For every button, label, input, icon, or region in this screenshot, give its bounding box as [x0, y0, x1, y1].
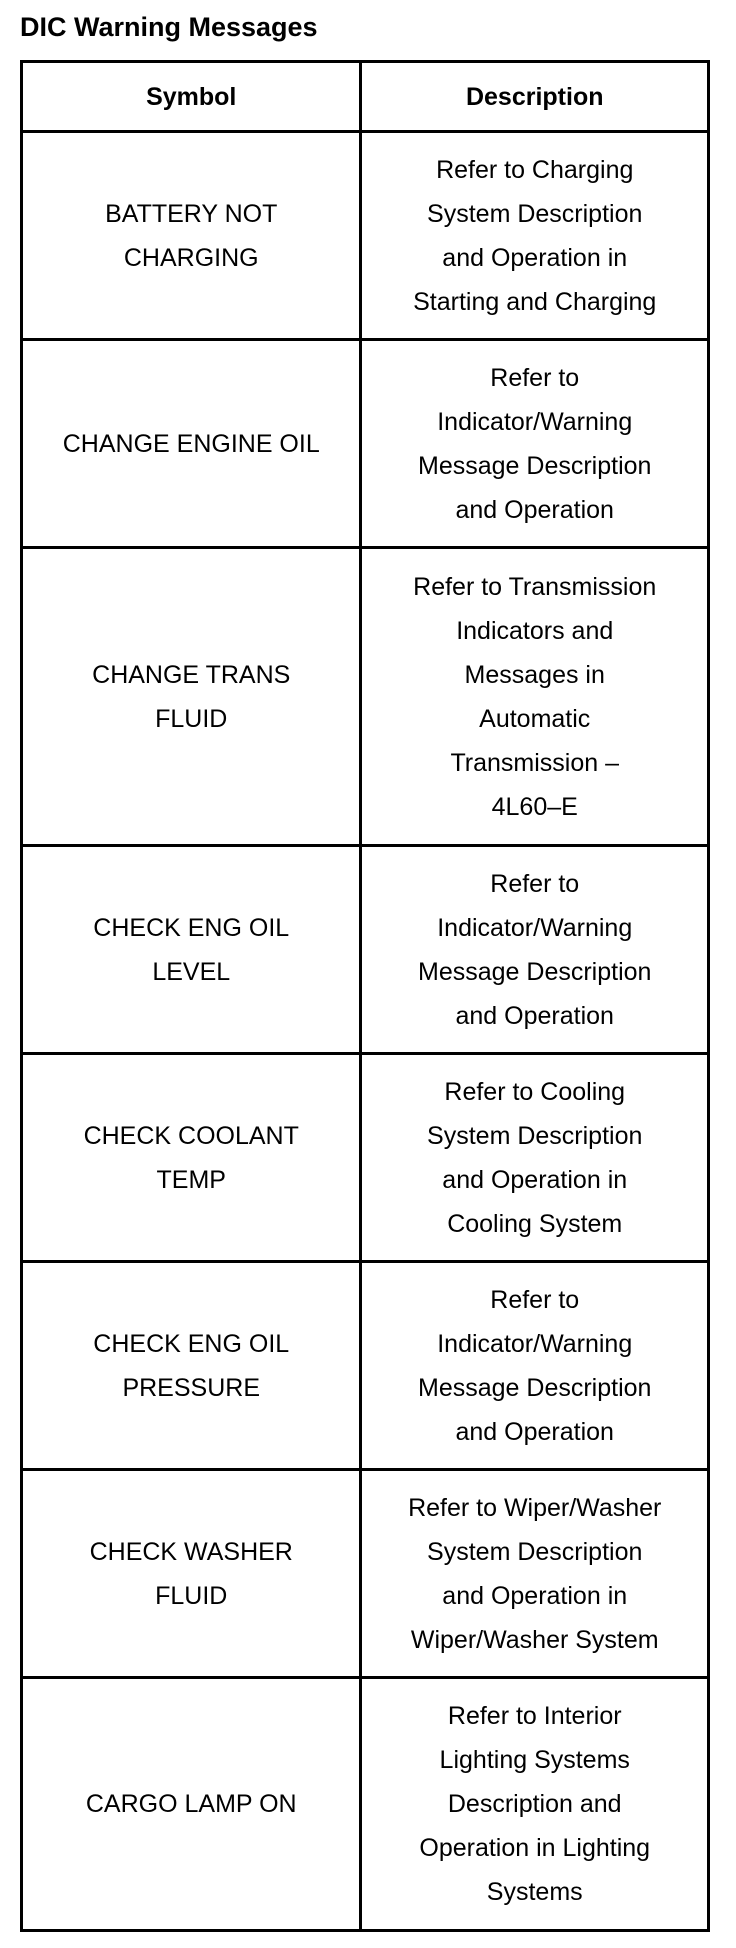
- symbol-cell: [22, 846, 361, 1054]
- symbol-cell: [22, 1262, 361, 1470]
- description-column-header: Description: [361, 62, 709, 132]
- symbol-cell: [22, 1470, 361, 1678]
- description-text: Refer to Wiper/Washer System Description and Operation in Wiper/Washer System: [408, 1493, 662, 1654]
- page-title: DIC Warning Messages: [20, 12, 318, 42]
- description-cell: [361, 132, 709, 340]
- symbol-text: CHANGE TRANS FLUID: [92, 660, 291, 733]
- table-row: [22, 846, 709, 1054]
- symbol-cell: [22, 1678, 361, 1931]
- table-row: [22, 340, 709, 548]
- symbol-text: CARGO LAMP ON: [85, 1790, 297, 1818]
- symbol-text: CHANGE ENGINE OIL: [62, 429, 320, 458]
- symbol-text: CHECK ENG OIL PRESSURE: [93, 1329, 290, 1402]
- symbol-text: BATTERY NOT CHARGING: [105, 199, 278, 272]
- symbol-text: CHECK WASHER FLUID: [89, 1537, 293, 1610]
- description-cell: [361, 846, 709, 1054]
- symbol-column-header: Symbol: [22, 62, 361, 132]
- description-text: Refer to Indicator/Warning Message Description and Operation: [418, 869, 652, 1030]
- table-row: [22, 132, 709, 340]
- symbol-text: CHECK ENG OIL LEVEL: [93, 913, 290, 986]
- description-cell: [361, 1678, 709, 1931]
- table-row: [22, 1262, 709, 1470]
- table-row: [22, 548, 709, 846]
- symbol-text: CHECK COOLANT TEMP: [83, 1121, 299, 1194]
- table-row: [22, 1470, 709, 1678]
- description-text: Refer to Interior Lighting Systems Description and Operation in Lighting Systems: [419, 1702, 651, 1906]
- description-text: Refer to Cooling System Description and Operation in Cooling System: [427, 1077, 643, 1238]
- description-text: Refer to Indicator/Warning Message Description and Operation: [418, 363, 652, 524]
- table-row: [22, 1678, 709, 1931]
- table-header-row: [22, 62, 709, 132]
- description-cell: [361, 1262, 709, 1470]
- description-text: Refer to Transmission Indicators and Messages in Automatic Transmission – 4L60–E: [413, 572, 657, 821]
- symbol-cell: [22, 132, 361, 340]
- description-cell: [361, 340, 709, 548]
- description-cell: [361, 1470, 709, 1678]
- table-row: [22, 1054, 709, 1262]
- description-text: Refer to Charging System Description and Operation in Starting and Charging: [413, 155, 657, 316]
- description-text: Refer to Indicator/Warning Message Description and Operation: [418, 1285, 652, 1446]
- description-cell: [361, 1054, 709, 1262]
- description-cell: [361, 548, 709, 846]
- symbol-cell: [22, 340, 361, 548]
- symbol-cell: [22, 1054, 361, 1262]
- dic-warning-messages-table: [20, 60, 710, 1932]
- symbol-cell: [22, 548, 361, 846]
